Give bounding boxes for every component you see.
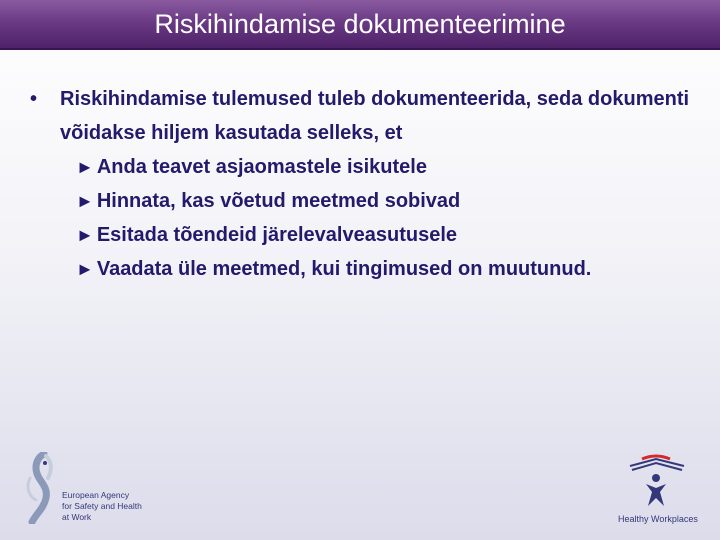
sub-bullet-text: Esitada tõendeid järelevalveasutusele — [96, 224, 457, 246]
healthy-workplaces-figure-icon — [610, 452, 710, 512]
arrow-right-icon: ► — [76, 157, 94, 177]
sub-bullet-text: Hinnata, kas võetud meetmed sobivad — [96, 190, 461, 212]
agency-name — [62, 490, 154, 523]
main-bullet-text: Riskihindamise tulemused tuleb dokumenteerida, seda dokumenti võidakse hiljem kasutada selleks, et — [60, 88, 690, 144]
arrow-right-icon: ► — [76, 225, 94, 245]
arrow-right-icon: ► — [76, 259, 94, 279]
agency-name-line: for Safety and Health — [62, 501, 142, 511]
agency-name-line: at Work — [62, 512, 92, 522]
main-bullet — [30, 82, 700, 150]
sub-bullet-item — [76, 184, 700, 218]
healthy-workplaces-logo — [610, 452, 710, 532]
slide-content — [30, 82, 700, 286]
sub-bullet-item — [76, 150, 700, 184]
eu-osha-figure-icon — [24, 452, 60, 524]
sub-bullet-item — [76, 252, 700, 286]
arrow-right-icon: ► — [76, 191, 94, 211]
title-bar — [0, 0, 720, 50]
agency-name-line: European Agency — [62, 490, 130, 500]
sub-bullet-text: Vaadata üle meetmed, kui tingimused on muutunud. — [96, 258, 592, 280]
sub-bullet-list — [76, 150, 700, 286]
bullet-dot-icon: • — [30, 88, 38, 110]
healthy-workplaces-text: Healthy Workplaces — [618, 514, 698, 524]
eu-osha-logo — [24, 452, 154, 532]
slide-title: Riskihindamise dokumenteerimine — [154, 9, 566, 39]
sub-bullet-text: Anda teavet asjaomastele isikutele — [96, 156, 427, 178]
sub-bullet-item — [76, 218, 700, 252]
